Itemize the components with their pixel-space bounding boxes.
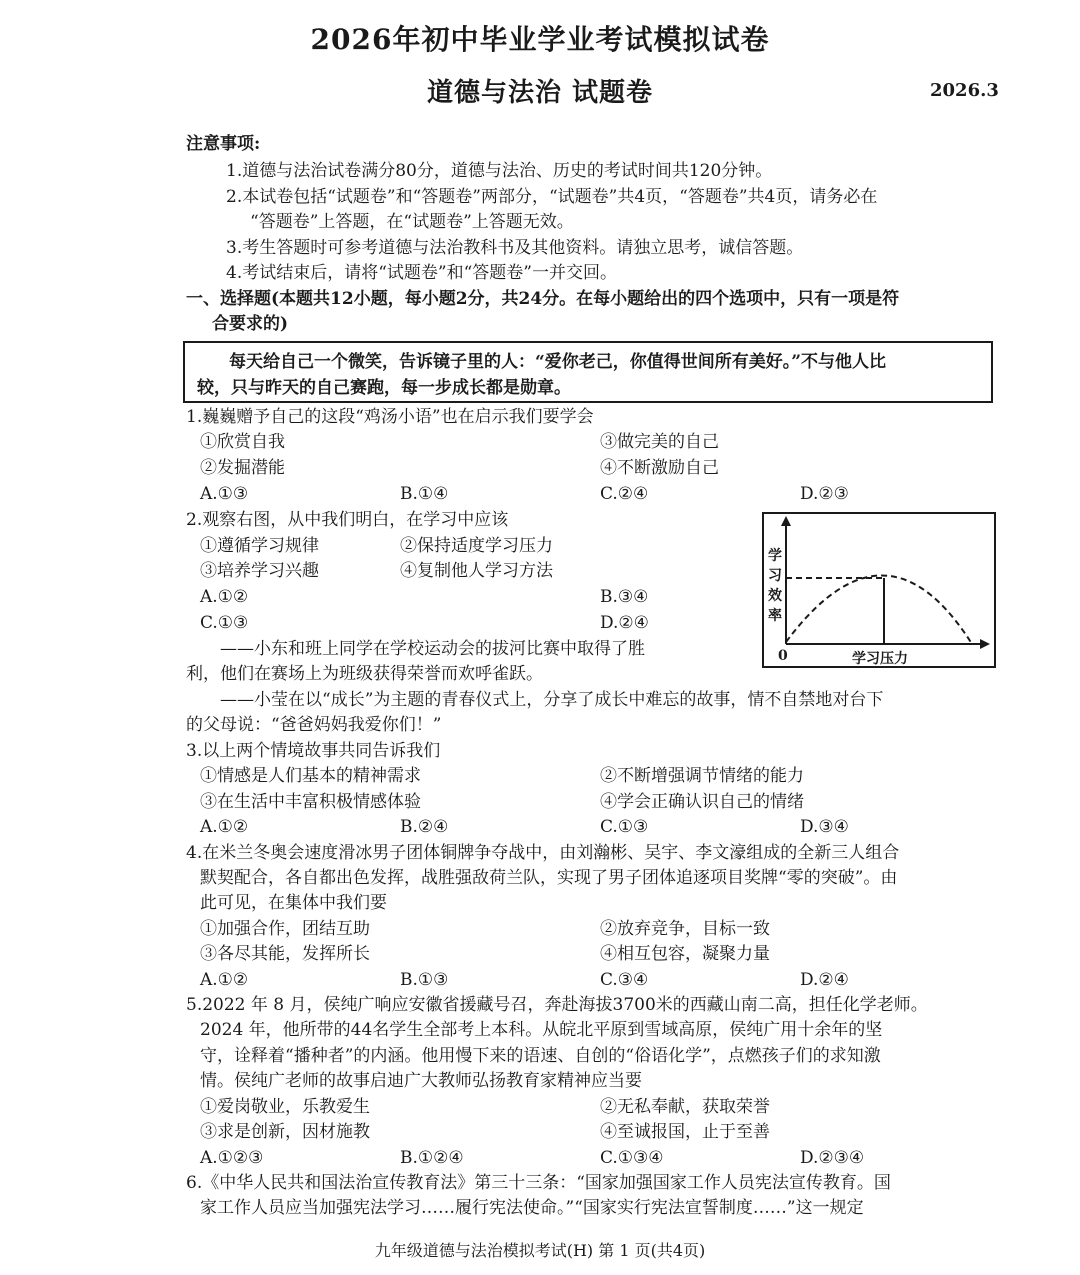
notice-heading: 注意事项: xyxy=(186,134,261,154)
option: ①爱岗敬业，乐教爱生 xyxy=(200,1097,370,1117)
choice: A.①② xyxy=(200,587,249,607)
scenario-line: ——小东和班上同学在学校运动会的拔河比赛中取得了胜 xyxy=(220,639,645,659)
quote-box xyxy=(183,341,993,403)
question-stem: 情。侯纯广老师的故事启迪广大教师弘扬教育家精神应当要 xyxy=(200,1071,642,1091)
choice: A.①② xyxy=(200,817,249,837)
choice: C.③④ xyxy=(600,970,649,990)
question-stem: 5.2022 年 8 月，侯纯广响应安徽省援藏号召，奔赴海拔3700米的西藏山南二高，担任化学老师。 xyxy=(186,995,928,1015)
exam-date: 2026.3 xyxy=(930,80,999,101)
option: ①欣赏自我 xyxy=(200,432,285,452)
question-stem: 此可见，在集体中我们要 xyxy=(200,893,387,913)
choice: C.①③ xyxy=(200,613,249,633)
choice: C.②④ xyxy=(600,484,649,504)
x-axis-arrow xyxy=(980,639,990,649)
choice: B.②④ xyxy=(400,817,449,837)
graph-svg xyxy=(764,514,994,666)
notice-item: 4.考试结束后，请将“试题卷”和“答题卷”一并交回。 xyxy=(226,263,617,283)
choice: D.②③ xyxy=(800,484,849,504)
choice: D.②③④ xyxy=(800,1148,865,1168)
question-stem: 2.观察右图，从中我们明白，在学习中应该 xyxy=(186,510,509,530)
question-stem: 6.《中华人民共和国法治宣传教育法》第三十三条：“国家加强国家工作人员宪法宣传教育。国 xyxy=(186,1173,891,1193)
question-stem: 家工作人员应当加强宪法学习……履行宪法使命。”“国家实行宪法宣誓制度……”这一规定 xyxy=(200,1198,864,1218)
option: ③培养学习兴趣 xyxy=(200,561,319,581)
notice-item: 3.考生答题时可参考道德与法治教科书及其他资料。请独立思考，诚信答题。 xyxy=(226,238,804,258)
choice: B.①④ xyxy=(400,484,449,504)
graph-y-label: 学习效率 xyxy=(768,548,782,624)
exam-title: 2026年初中毕业学业考试模拟试卷 xyxy=(310,23,770,56)
efficiency-curve xyxy=(786,575,972,644)
option: ①遵循学习规律 xyxy=(200,536,319,556)
question-stem: 默契配合，各自都出色发挥，战胜强敌荷兰队，实现了男子团体追逐项目奖牌“零的突破”。由 xyxy=(200,868,898,888)
option: ②放弃竞争，目标一致 xyxy=(600,919,770,939)
question-stem: 1.巍巍赠予自己的这段“鸡汤小语”也在启示我们要学会 xyxy=(186,407,594,427)
section-heading: 一、选择题(本题共12小题，每小题2分，共24分。在每小题给出的四个选项中，只有一项是符 xyxy=(186,289,900,309)
graph-origin: 0 xyxy=(778,648,788,664)
choice: D.②④ xyxy=(800,970,849,990)
option: ①加强合作，团结互助 xyxy=(200,919,370,939)
y-axis-arrow xyxy=(781,516,791,526)
exam-subtitle: 道德与法治 试题卷 xyxy=(426,78,654,108)
option: ④至诚报国，止于至善 xyxy=(600,1122,770,1142)
question-stem: 3.以上两个情境故事共同告诉我们 xyxy=(186,741,441,761)
choice: C.①③ xyxy=(600,817,649,837)
option: ④相互包容，凝聚力量 xyxy=(600,944,770,964)
question-stem: 守，诠释着“播种者”的内涵。他用慢下来的语速、自创的“俗语化学”，点燃孩子们的求知激 xyxy=(200,1046,881,1066)
scenario-line: 利，他们在赛场上为班级获得荣誉而欢呼雀跃。 xyxy=(186,664,543,684)
notice-item: “答题卷”上答题，在“试题卷”上答题无效。 xyxy=(250,212,574,232)
quote-line: 较，只与昨天的自己赛跑，每一步成长都是勋章。 xyxy=(197,378,571,398)
option: ④复制他人学习方法 xyxy=(400,561,553,581)
section-heading-cont: 合要求的) xyxy=(212,314,289,334)
notice-item: 1.道德与法治试卷满分80分，道德与法治、历史的考试时间共120分钟。 xyxy=(226,161,773,181)
pressure-efficiency-graph xyxy=(762,512,996,668)
choice: A.①③ xyxy=(200,484,249,504)
choice: B.①③ xyxy=(400,970,449,990)
option: ③在生活中丰富积极情感体验 xyxy=(200,792,421,812)
choice: B.③④ xyxy=(600,587,649,607)
quote-line: 每天给自己一个微笑，告诉镜子里的人：“爱你老己，你值得世间所有美好。”不与他人比 xyxy=(229,352,887,372)
option: ②发掘潜能 xyxy=(200,458,285,478)
choice: B.①②④ xyxy=(400,1148,464,1168)
option: ④不断激励自己 xyxy=(600,458,719,478)
option: ④学会正确认识自己的情绪 xyxy=(600,792,804,812)
question-stem: 2024 年，他所带的44名学生全部考上本科。从皖北平原到雪域高原，侯纯广用十余年的坚 xyxy=(200,1020,883,1040)
option: ③求是创新，因材施教 xyxy=(200,1122,370,1142)
notice-item: 2.本试卷包括“试题卷”和“答题卷”两部分，“试题卷”共4页，“答题卷”共4页，请务必在 xyxy=(226,187,878,207)
choice: C.①③④ xyxy=(600,1148,664,1168)
option: ②不断增强调节情绪的能力 xyxy=(600,766,804,786)
graph-x-label: 学习压力 xyxy=(852,651,908,667)
choice: A.①②③ xyxy=(200,1148,264,1168)
choice: A.①② xyxy=(200,970,249,990)
page-footer: 九年级道德与法治模拟考试(H) 第 1 页(共4页) xyxy=(374,1241,706,1260)
scenario-line: ——小莹在以“成长”为主题的青春仪式上，分享了成长中难忘的故事，情不自禁地对台下 xyxy=(220,690,884,710)
option: ③做完美的自己 xyxy=(600,432,719,452)
option: ①情感是人们基本的精神需求 xyxy=(200,766,421,786)
choice: D.③④ xyxy=(800,817,849,837)
choice: D.②④ xyxy=(600,613,649,633)
scenario-line: 的父母说：“爸爸妈妈我爱你们！” xyxy=(186,715,442,735)
question-stem: 4.在米兰冬奥会速度滑冰男子团体铜牌争夺战中，由刘瀚彬、吴宇、李文濠组成的全新三人组合 xyxy=(186,843,900,863)
option: ②保持适度学习压力 xyxy=(400,536,553,556)
option: ③各尽其能，发挥所长 xyxy=(200,944,370,964)
option: ②无私奉献，获取荣誉 xyxy=(600,1097,770,1117)
